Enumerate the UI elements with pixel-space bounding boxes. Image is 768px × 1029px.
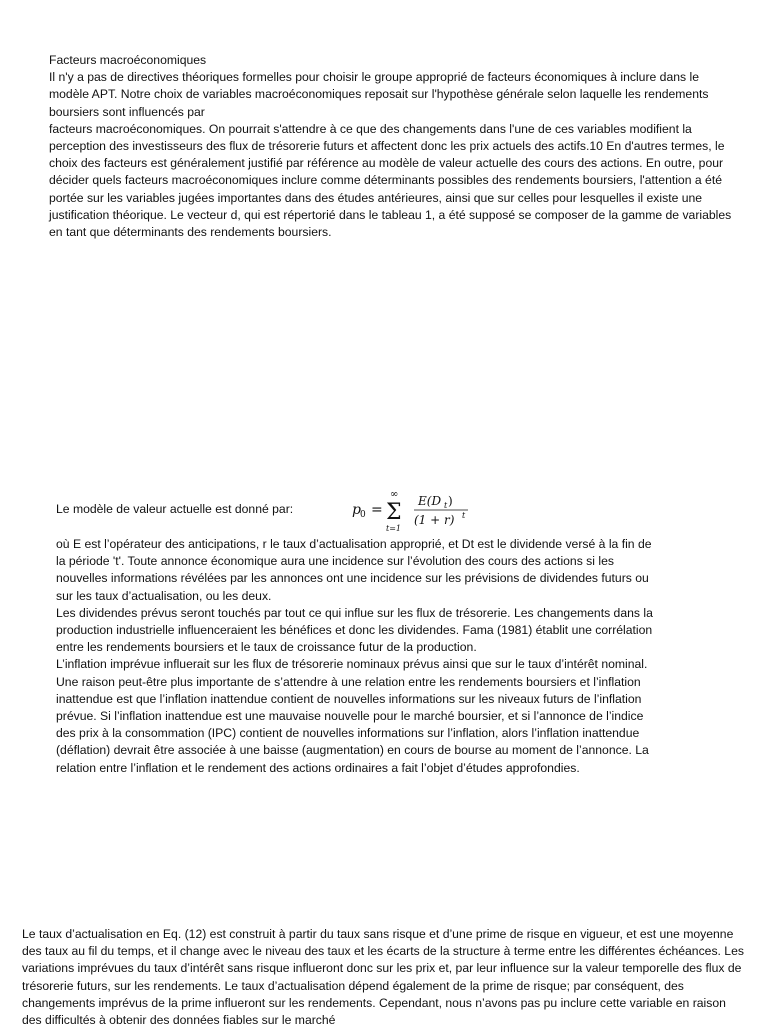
paragraph-inflation: L’inflation imprévue influerait sur les flux de trésorerie nominaux prévus ainsi que sur le taux d’intérêt nominal. Une raison peut-être plus importante de s’attendre à une relation entre les rendements boursiers et l’inflation inattendue est que l’inflation inattendue contient de nouvelles informations sur les niveaux futurs de l’inflation prévue. Si l’inflation inattendue est une mauvaise nouvelle pour le marché boursier, et si l’annonce de l’indice des prix à la consommation (IPC) contient de nouvelles informations sur l’inflation, alors l’inflation inattendue (déflation) devrait être associée à une baisse (augmentation) en cours de bourse au moment de l’annonce. La relation entre l’inflation et le rendement des actions ordinaires a fait l’objet d’études approfondies. bbox=[56, 657, 649, 775]
section-macro-factors bbox=[49, 52, 739, 241]
equation-equals: = bbox=[371, 502, 383, 518]
paragraph-intro: Il n'y a pas de directives théoriques formelles pour choisir le groupe approprié de facteurs économiques à inclure dans le modèle APT. Notre choix de variables macroéconomiques reposait sur l'hypothèse générale selon laquelle les rendements boursiers sont influencés par bbox=[49, 70, 709, 119]
equation-lhs-subscript: 0 bbox=[360, 510, 366, 520]
paragraph-dividends: Les dividendes prévus seront touchés par tout ce qui influe sur les flux de trésorerie. Les changements dans la production industrielle influenceraient les bénéfices et donc les dividendes. Fama (1981) établit une corrélation entre les rendements boursiers et le taux de croissance futur de la production. bbox=[56, 605, 653, 655]
equation-row bbox=[56, 486, 576, 534]
fraction-numerator: E(D bbox=[418, 494, 442, 508]
present-value-equation bbox=[346, 486, 516, 534]
equation-lhs: p bbox=[352, 502, 361, 518]
section-announcements bbox=[56, 536, 656, 777]
section-discount-rate bbox=[22, 926, 746, 1029]
section-heading: Facteurs macroéconomiques bbox=[49, 53, 207, 67]
sum-lower-limit: t=1 bbox=[386, 524, 402, 533]
sum-symbol: Σ bbox=[386, 500, 402, 525]
equation-label: Le modèle de valeur actuelle est donné par: bbox=[56, 502, 294, 516]
paragraph-definitions: où E est l’opérateur des anticipations, r le taux d’actualisation approprié, et Dt est le dividende versé à la fin de la période 't'. Toute annonce économique aura une incidence sur l’évolution des cours des actions si les nouvelles informations révélées par les annonces ont une incidence sur les prévisions de dividendes futurs ou sur les taux d’actualisation, ou les deux. bbox=[56, 537, 652, 603]
fraction-numerator-close: ) bbox=[448, 494, 453, 508]
paragraph-discount-rate: Le taux d’actualisation en Eq. (12) est construit à partir du taux sans risque et d’une prime de risque en vigueur, et est une moyenne des taux au fil du temps, et il change avec le niveau des taux et les écarts de la structure à terme entre les différentes échéances. Les variations imprévues du taux d’intérêt sans risque influeront donc sur les prix et, par leur influence sur la valeur temporelle des flux de trésorerie futurs, sur les rendements. Le taux d’actualisation dépend également de la prime de risque; par conséquent, des changements imprévus de la prime influeront sur les rendements. Cependant, nous n’avons pas pu inclure cette variable en raison des difficultés à obtenir des données fiables sur le marché bbox=[22, 927, 744, 1028]
paragraph-justification: facteurs macroéconomiques. On pourrait s'attendre à ce que des changements dans l'une de ces variables modifient la perception des investisseurs des flux de trésorerie futurs et affectent donc les prix actuels des actifs.10 En d'autres termes, le choix des facteurs est généralement justifié par référence au modèle de valeur actuelle des cours des actions. En outre, pour décider quels facteurs macroéconomiques inclure comme déterminants possibles des rendements boursiers, l'attention a été portée sur les variables jugées importantes dans des études antérieures, ainsi que sur celles pour lesquelles il existe une justification théorique. Le vecteur d, qui est répertorié dans le tableau 1, a été supposé se composer de la gamme de variables en tant que déterminants des rendements boursiers. bbox=[49, 121, 732, 240]
sum-upper-limit: ∞ bbox=[390, 489, 399, 500]
fraction-denominator: (1 + r) bbox=[414, 513, 455, 527]
fraction-numerator-subscript: t bbox=[444, 501, 448, 510]
fraction-denominator-exponent: t bbox=[462, 511, 466, 520]
